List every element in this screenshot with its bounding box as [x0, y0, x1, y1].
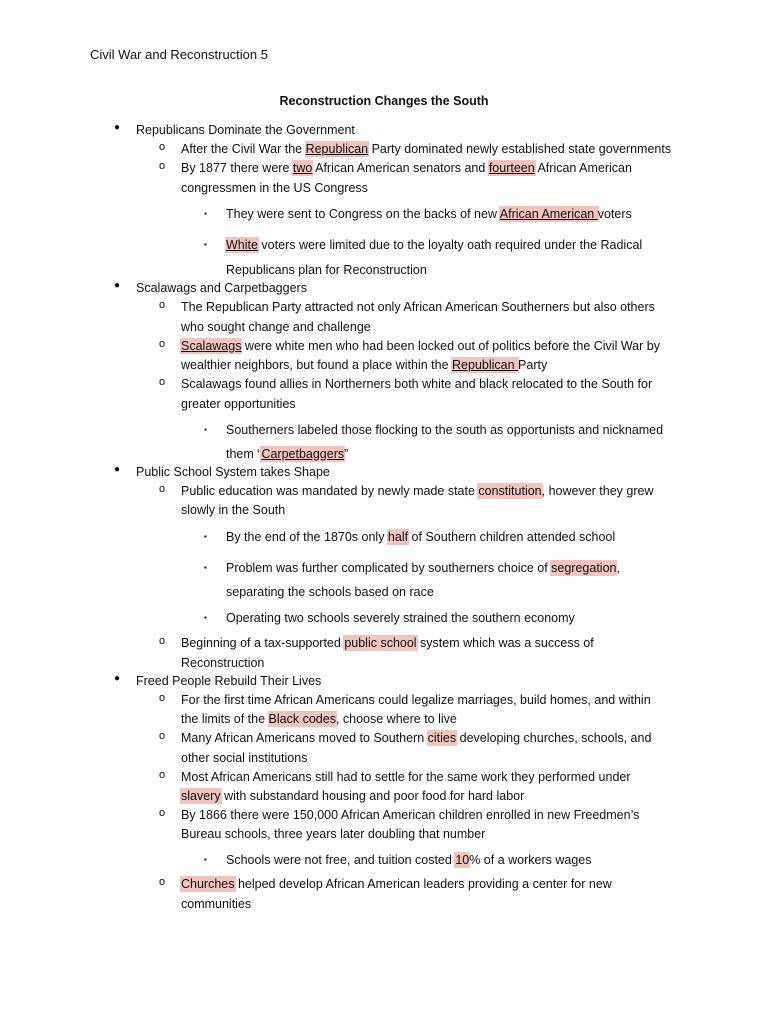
- bullet-circle-icon: o: [159, 376, 166, 388]
- text-segment: were white men who had been locked out of politics before the Civil War by: [241, 339, 660, 353]
- text-segment: ,: [616, 561, 620, 575]
- bullet-circle-icon: o: [159, 769, 166, 781]
- outline-line: [226, 262, 427, 278]
- outline-line: [226, 237, 642, 253]
- text-segment: Party dominated newly established state governments: [368, 142, 672, 156]
- bullet-square-icon: ▪: [204, 563, 207, 572]
- text-segment: % of a workers wages: [469, 853, 592, 867]
- text-segment: other social institutions: [181, 751, 308, 765]
- bullet-circle-icon: o: [159, 141, 166, 153]
- highlighted-term: African American: [499, 207, 598, 221]
- highlighted-term: Scalawags: [181, 339, 242, 353]
- outline-line: [226, 206, 632, 222]
- bullet-disc-icon: ●: [114, 464, 121, 475]
- text-segment: of Southern children attended school: [408, 530, 616, 544]
- text-segment: Problem was further complicated by southerners choice of: [226, 561, 552, 575]
- bullet-circle-icon: o: [159, 876, 166, 888]
- text-segment: Public School System takes Shape: [136, 465, 330, 479]
- outline-line: [181, 357, 547, 373]
- outline-line: [181, 769, 631, 785]
- text-segment: African American senators and: [312, 161, 489, 175]
- text-segment: Most African Americans still had to settle for the same work they performed under: [181, 770, 631, 784]
- text-segment: slowly in the South: [181, 503, 286, 517]
- text-segment: with substandard housing and poor food for hard labor: [220, 789, 525, 803]
- highlighted-term: half: [387, 530, 409, 544]
- outline-line: [226, 610, 575, 626]
- text-segment: , choose where to live: [335, 712, 457, 726]
- highlighted-term: Churches: [181, 877, 235, 891]
- text-segment: wealthier neighbors, but found a place within the: [181, 358, 453, 372]
- bullet-circle-icon: o: [159, 299, 166, 311]
- text-segment: Party: [518, 358, 548, 372]
- outline-line: [181, 750, 307, 766]
- text-segment: Many African Americans moved to Southern: [181, 731, 428, 745]
- outline-line: [226, 446, 348, 462]
- bullet-disc-icon: ●: [114, 122, 121, 133]
- bullet-disc-icon: ●: [114, 673, 121, 684]
- text-segment: They were sent to Congress on the backs of new: [226, 207, 500, 221]
- text-segment: By the end of the 1870s only: [226, 530, 388, 544]
- outline-line: [181, 376, 652, 392]
- bullet-circle-icon: o: [159, 338, 166, 350]
- highlighted-term: Republican: [305, 142, 369, 156]
- highlighted-term: public school: [344, 636, 417, 650]
- outline-line: [181, 141, 671, 157]
- highlighted-term: Carpetbaggers: [261, 447, 345, 461]
- outline-line: [181, 826, 485, 842]
- highlighted-term: cities: [427, 731, 457, 745]
- bullet-square-icon: ▪: [204, 240, 207, 249]
- text-segment: Republicans plan for Reconstruction: [226, 263, 427, 277]
- text-segment: Southerners labeled those flocking to the south as opportunists and nicknamed: [226, 423, 664, 437]
- outline-line: [136, 464, 330, 480]
- text-segment: By 1877 there were: [181, 161, 293, 175]
- outline-line: [181, 396, 296, 412]
- highlighted-term: Black codes: [268, 712, 336, 726]
- text-segment: system which was a success of: [416, 636, 594, 650]
- outline-line: [181, 807, 639, 823]
- text-segment: Freed People Rebuild Their Lives: [136, 674, 322, 688]
- text-segment: voters were limited due to the loyalty oath required under the Radical: [257, 238, 643, 252]
- bullet-square-icon: ▪: [204, 613, 207, 622]
- text-segment: Beginning of a tax-supported: [181, 636, 345, 650]
- text-segment: communities: [181, 897, 252, 911]
- text-segment: separating the schools based on race: [226, 585, 434, 599]
- text-segment: voters: [597, 207, 632, 221]
- outline-line: [181, 180, 368, 196]
- outline-line: [181, 635, 594, 651]
- text-segment: Schools were not free, and tuition costed: [226, 853, 456, 867]
- section-title: Reconstruction Changes the South: [279, 94, 489, 108]
- outline-line: [226, 422, 663, 438]
- highlighted-term: constitution: [478, 484, 542, 498]
- bullet-square-icon: ▪: [204, 532, 207, 541]
- highlighted-term: White: [226, 238, 258, 252]
- outline-line: [136, 122, 355, 138]
- bullet-circle-icon: o: [159, 692, 166, 704]
- bullet-square-icon: ▪: [204, 855, 207, 864]
- outline-line: [136, 673, 321, 689]
- bullet-circle-icon: o: [159, 730, 166, 742]
- text-segment: greater opportunities: [181, 397, 296, 411]
- outline-line: [181, 338, 660, 354]
- text-segment: Bureau schools, three years later doubling that number: [181, 827, 486, 841]
- bullet-square-icon: ▪: [204, 425, 207, 434]
- outline-line: [181, 730, 651, 746]
- highlighted-term: fourteen: [488, 161, 535, 175]
- outline-line: [181, 711, 457, 727]
- page-header-title: Civil War and Reconstruction 5: [90, 47, 268, 62]
- text-segment: Scalawags and Carpetbaggers: [136, 281, 307, 295]
- outline-line: [226, 560, 620, 576]
- text-segment: By 1866 there were 150,000 African American children enrolled in new Freedmen’s: [181, 808, 640, 822]
- text-segment: who sought change and challenge: [181, 320, 371, 334]
- outline-line: [181, 319, 371, 335]
- outline-line: [181, 655, 264, 671]
- outline-line: [181, 788, 524, 804]
- text-segment: , however they grew: [541, 484, 654, 498]
- bullet-square-icon: ▪: [204, 209, 207, 218]
- outline-line: [226, 852, 592, 868]
- outline-line: [136, 280, 307, 296]
- outline-line: [181, 896, 251, 912]
- text-segment: them “: [226, 447, 262, 461]
- text-segment: The Republican Party attracted not only African American Southerners but also others: [181, 300, 655, 314]
- text-segment: African American: [534, 161, 632, 175]
- outline-line: [181, 160, 632, 176]
- text-segment: the limits of the: [181, 712, 269, 726]
- bullet-circle-icon: o: [159, 483, 166, 495]
- bullet-circle-icon: o: [159, 160, 166, 172]
- text-segment: After the Civil War the: [181, 142, 306, 156]
- text-segment: For the first time African Americans could legalize marriages, build homes, and within: [181, 693, 651, 707]
- outline-line: [181, 483, 654, 499]
- text-segment: Public education was mandated by newly made state: [181, 484, 479, 498]
- text-segment: Scalawags found allies in Northerners both white and black relocated to the South for: [181, 377, 653, 391]
- outline-line: [181, 502, 285, 518]
- highlighted-term: Republican: [452, 358, 519, 372]
- highlighted-term: slavery: [181, 789, 221, 803]
- highlighted-term: two: [292, 161, 313, 175]
- highlighted-term: segregation: [551, 561, 617, 575]
- outline-line: [181, 692, 651, 708]
- bullet-disc-icon: ●: [114, 280, 121, 291]
- bullet-circle-icon: o: [159, 807, 166, 819]
- text-segment: developing churches, schools, and: [456, 731, 652, 745]
- outline-line: [226, 529, 615, 545]
- outline-line: [181, 876, 612, 892]
- text-segment: ”: [344, 447, 349, 461]
- outline-line: [226, 584, 434, 600]
- outline-line: [181, 299, 655, 315]
- text-segment: Operating two schools severely strained the southern economy: [226, 611, 575, 625]
- text-segment: Reconstruction: [181, 656, 265, 670]
- text-segment: Republicans Dominate the Government: [136, 123, 355, 137]
- text-segment: congressmen in the US Congress: [181, 181, 368, 195]
- bullet-circle-icon: o: [159, 635, 166, 647]
- highlighted-term: 10: [455, 853, 470, 867]
- text-segment: helped develop African American leaders providing a center for new: [234, 877, 612, 891]
